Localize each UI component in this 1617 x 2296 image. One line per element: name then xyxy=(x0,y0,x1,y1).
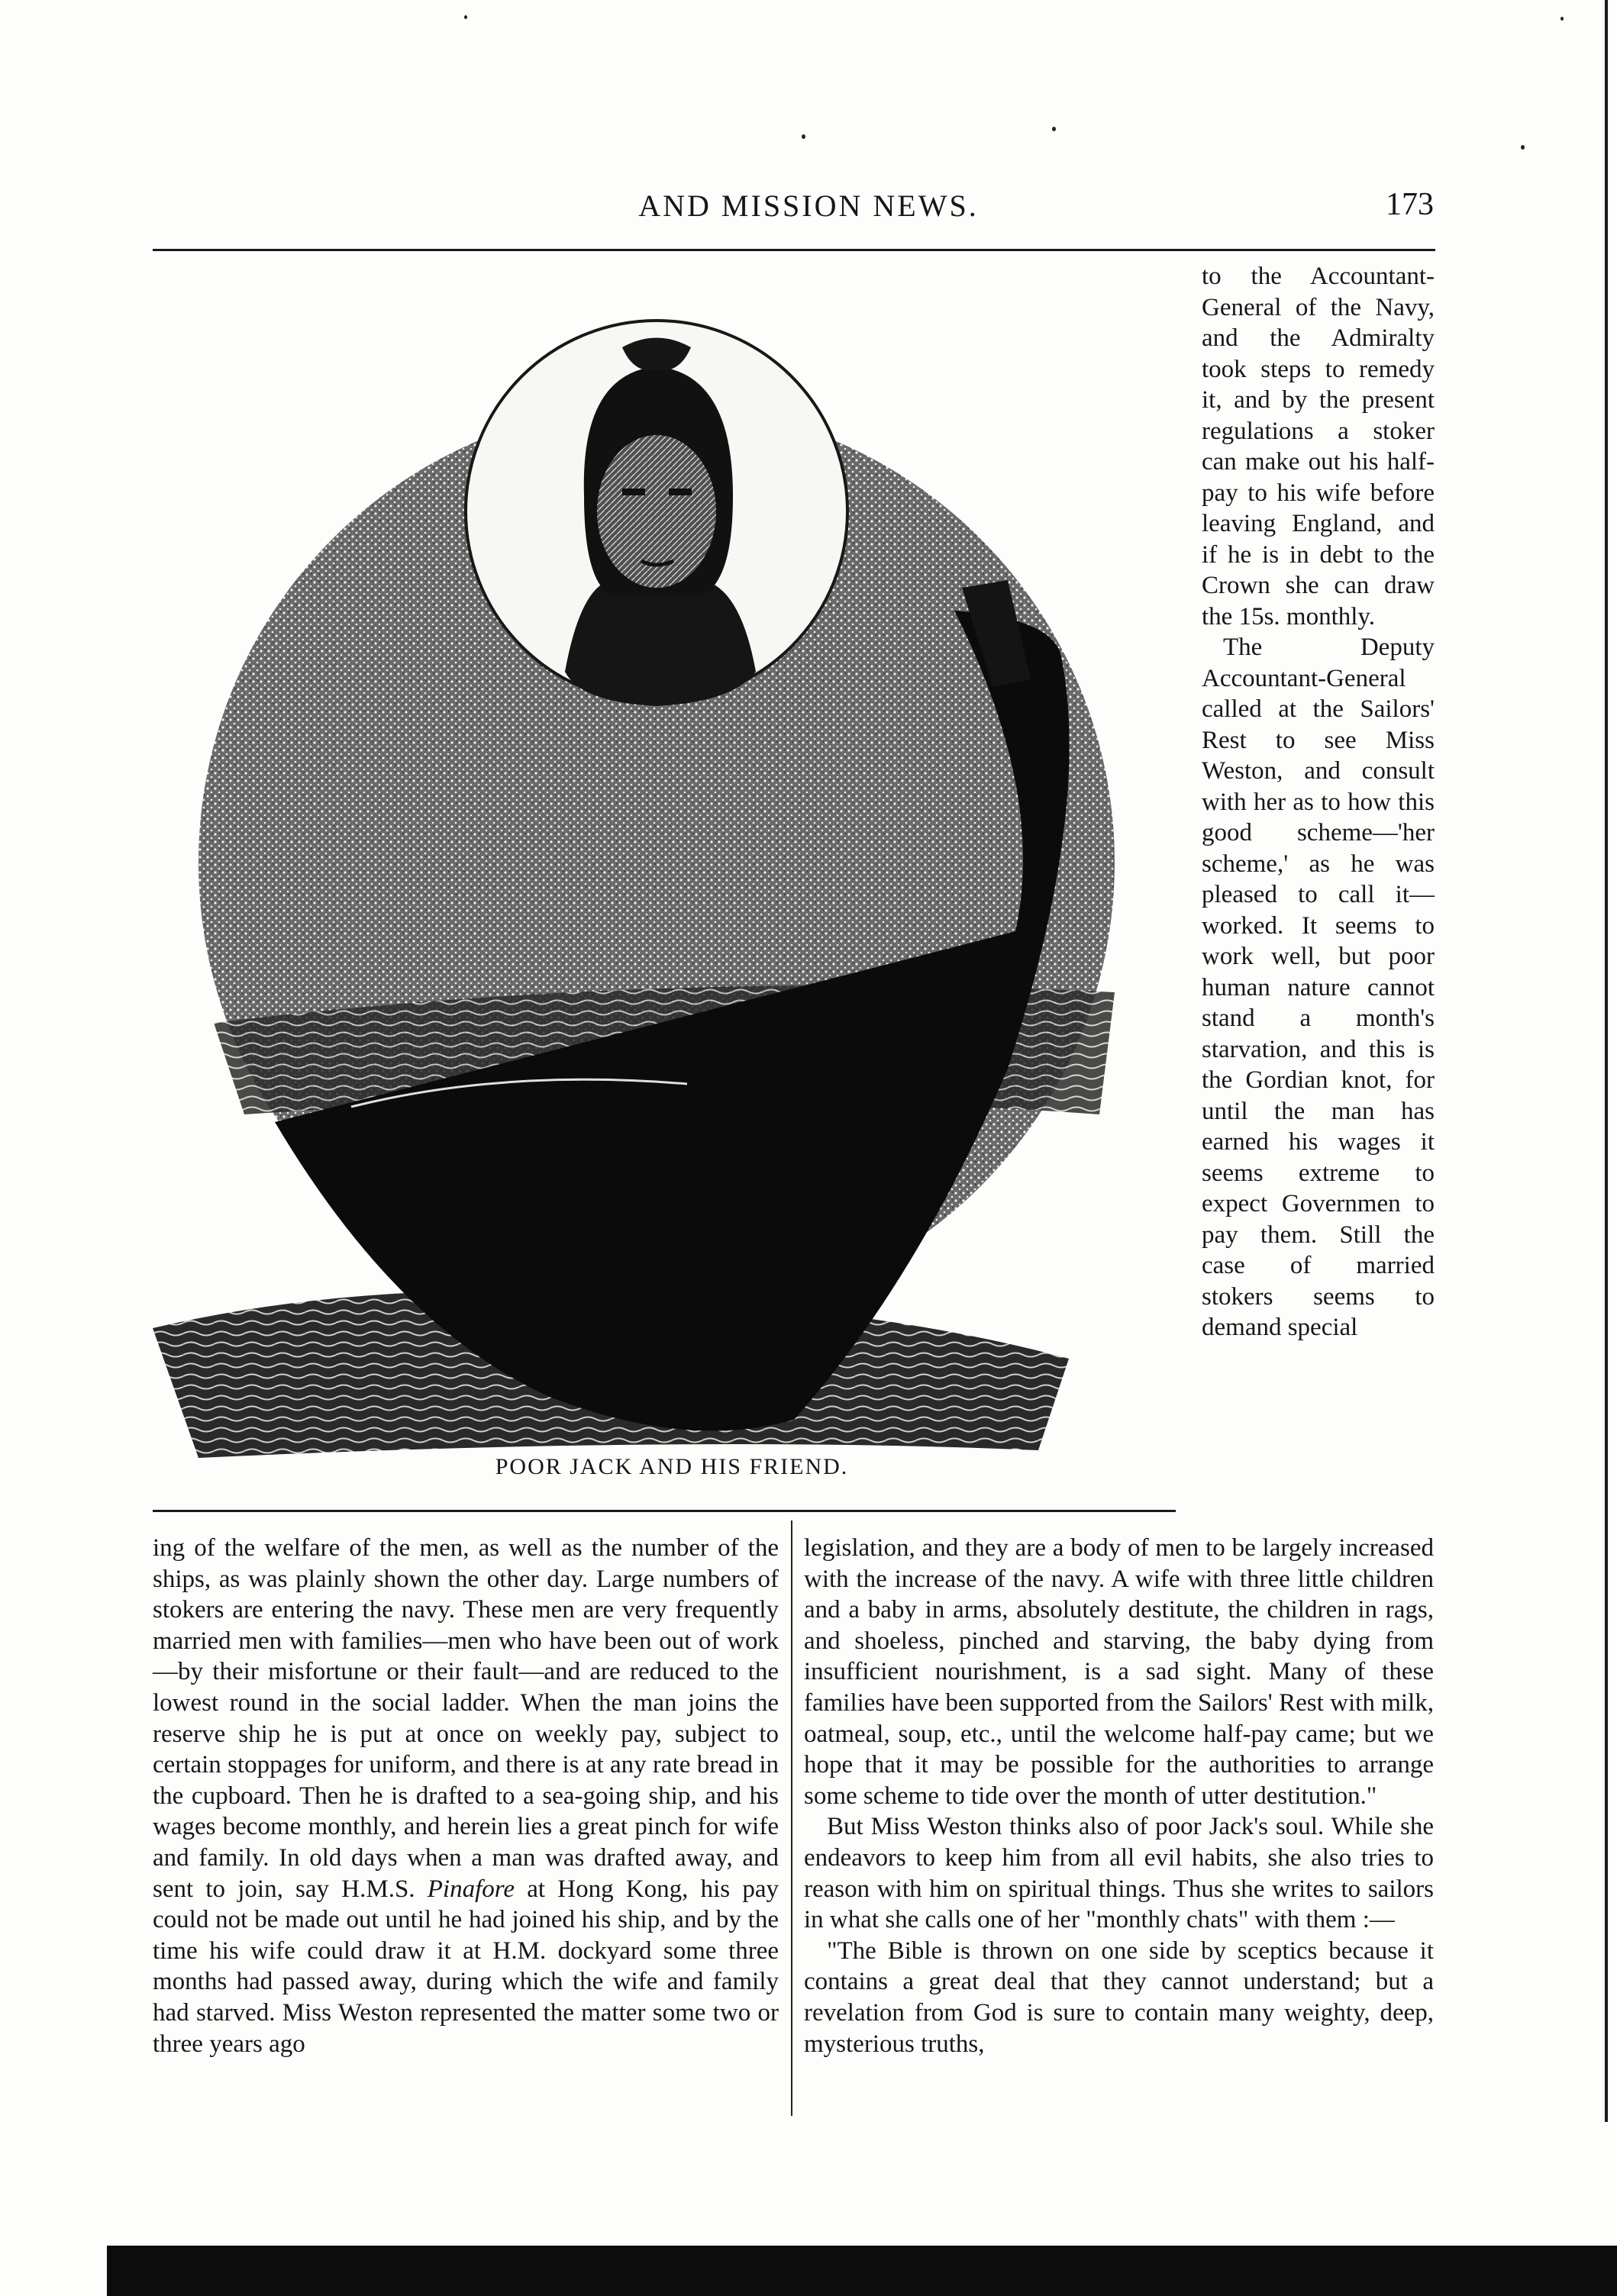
ink-speck xyxy=(464,15,467,19)
side-paragraph: to the Accountant-General of the Navy, and the Admiralty took steps to remedy it, and by the present regulations a stoker can make out his half-pay to his wife before leaving England, and if he is in debt to the Crown she can draw the 15s. monthly. xyxy=(1202,263,1435,630)
header-rule xyxy=(153,249,1435,251)
left-column xyxy=(153,1533,779,2059)
ship-name-italic: Pinafore xyxy=(427,1875,515,1903)
right-paragraph: "The Bible is thrown on one side by sceptics because it contains a great deal that they cannot understand; but a revelation from God is sure to contain many weighty, deep, mysterious truths, xyxy=(804,1936,1434,2058)
engraving-illustration xyxy=(153,260,1191,1473)
caption-rule xyxy=(153,1510,1176,1512)
figure-caption: POOR JACK AND HIS FRIEND. xyxy=(495,1454,849,1479)
side-paragraph: The Deputy Accountant-General called at the Sailors' Rest to see Miss Weston, and consult with her as to how this good scheme—'her scheme,' as he was pleased to call it—worked. It seems to work well, but poor human nature cannot stand a month's starvation, and this is the Gordian knot, for until the man has earned his wages it seems extreme to expect Governmen to pay them. Still the case of married stokers seems to demand special xyxy=(1202,634,1435,1341)
ink-speck xyxy=(1561,17,1564,21)
ink-speck xyxy=(1052,127,1056,131)
right-paragraph: But Miss Weston thinks also of poor Jack's soul. While she endeavors to keep him from all evil habits, she also tries to reason with him on spiritual things. Thus she writes to sailors in what she calls one of her "monthly chats" with them :— xyxy=(804,1813,1434,1934)
ink-speck xyxy=(1521,145,1525,150)
engraving-svg xyxy=(153,260,1191,1473)
page-number: 173 xyxy=(1386,187,1434,222)
column-divider xyxy=(791,1520,792,2116)
right-paragraph: legislation, and they are a body of men to be largely increased with the increase of the navy. A wife with three little children and a baby in arms, absolutely destitute, the children in rags, and shoeless, pinched and starving, the baby dying from insufficient nourishment, is a sad sight. Many of these families have been supported from the Sailors' Rest with milk, oatmeal, soup, etc., until the welcome half-pay came; but we hope that it may be possible for the authorities to arrange some scheme to tide over the month of utter destitution." xyxy=(804,1534,1434,1810)
body-text: ing of the welfare of the men, as well as the number of the ships, as was plainly shown the other day. Large numbers of stokers are entering the navy. These men are very frequently married men with families—men who have been out of work—by their misfortune or their fault—and are reduced to the lowest round in the social ladder. When the man joins the reserve ship he is put at once on weekly pay, subject to certain stoppages for uniform, and there is at any rate bread in the cupboard. Then he is drafted to a sea-going ship, and his wages become monthly, and herein lies a great pinch for wife and family. In old days when a man was drafted away, and sent to join, say H.M.S. xyxy=(153,1534,779,1903)
right-column xyxy=(804,1533,1434,2059)
body-text: at Hong Kong, his pay could not be made out until he had joined his ship, and by the time his wife could draw it at H.M. dockyard some three months had passed away, during which the wife and family had starved. Miss Weston represented the matter some two or three years ago xyxy=(153,1875,779,2058)
left-paragraph xyxy=(153,1533,779,2059)
scan-bottom-border xyxy=(107,2246,1617,2296)
page-edge-border xyxy=(1605,0,1608,2122)
running-head-title: AND MISSION NEWS. xyxy=(638,189,979,223)
ink-speck xyxy=(802,134,805,139)
side-column xyxy=(1202,261,1435,1343)
